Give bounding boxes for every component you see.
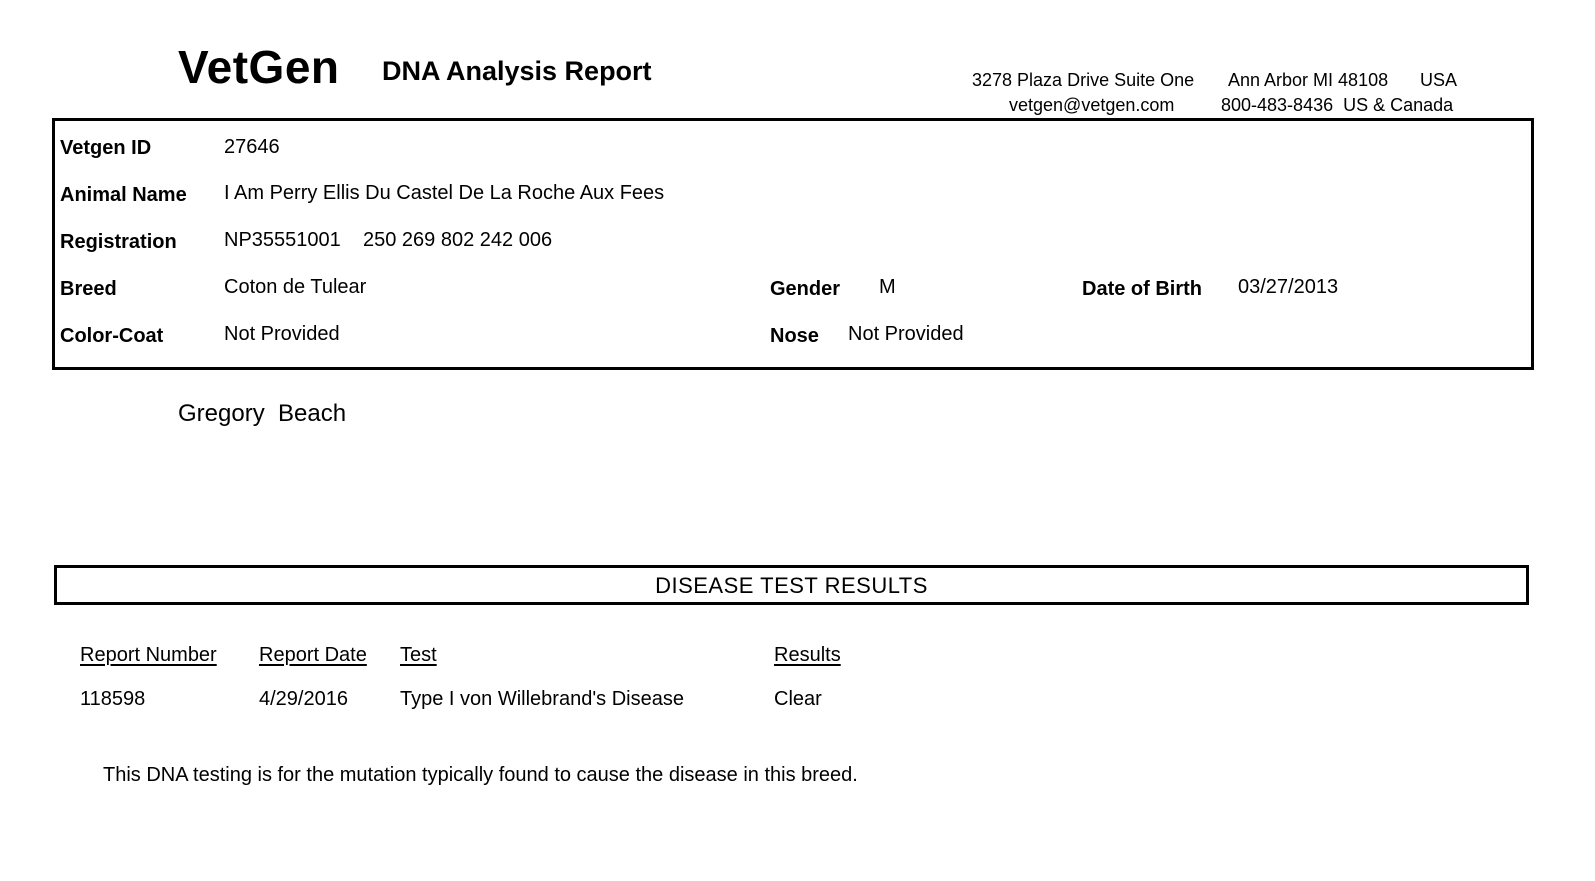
- report-number-cell: 118598: [80, 688, 146, 710]
- report-title: DNA Analysis Report: [382, 56, 652, 86]
- color-coat-value: Not Provided: [224, 323, 340, 345]
- breed-value: Coton de Tulear: [224, 276, 367, 298]
- column-header-report-number: Report Number: [80, 644, 217, 666]
- gender-label: Gender: [770, 278, 841, 300]
- dob-value: 03/27/2013: [1238, 276, 1339, 298]
- animal-name-label: Animal Name: [60, 184, 187, 206]
- registration-label: Registration: [60, 231, 177, 253]
- registration-value: NP35551001 250 269 802 242 006: [224, 229, 553, 251]
- lab-phone: 800-483-8436 US & Canada: [1221, 95, 1454, 115]
- dob-label: Date of Birth: [1082, 278, 1202, 300]
- test-name-cell: Type I von Willebrand's Disease: [400, 688, 684, 710]
- animal-name-value: I Am Perry Ellis Du Castel De La Roche Aux Fees: [224, 182, 665, 204]
- gender-value: M: [879, 276, 896, 298]
- vetgen-id-label: Vetgen ID: [60, 137, 152, 159]
- column-header-results: Results: [774, 644, 841, 666]
- breed-label: Breed: [60, 278, 117, 300]
- lab-city: Ann Arbor MI 48108: [1228, 70, 1389, 90]
- result-cell: Clear: [774, 688, 822, 710]
- disease-results-banner: DISEASE TEST RESULTS: [54, 565, 1529, 605]
- column-header-test: Test: [400, 644, 437, 666]
- nose-value: Not Provided: [848, 323, 964, 345]
- lab-email: vetgen@vetgen.com: [1009, 95, 1175, 115]
- testing-note: This DNA testing is for the mutation typically found to cause the disease in this breed.: [103, 764, 858, 786]
- nose-label: Nose: [770, 325, 819, 347]
- brand-logo-text: VetGen: [178, 41, 340, 93]
- recipient-name: Gregory Beach: [178, 400, 347, 427]
- lab-address: 3278 Plaza Drive Suite One: [972, 70, 1195, 90]
- lab-country: USA: [1420, 70, 1458, 90]
- column-header-report-date: Report Date: [259, 644, 367, 666]
- vetgen-id-value: 27646: [224, 136, 280, 158]
- color-coat-label: Color-Coat: [60, 325, 164, 347]
- report-date-cell: 4/29/2016: [259, 688, 348, 710]
